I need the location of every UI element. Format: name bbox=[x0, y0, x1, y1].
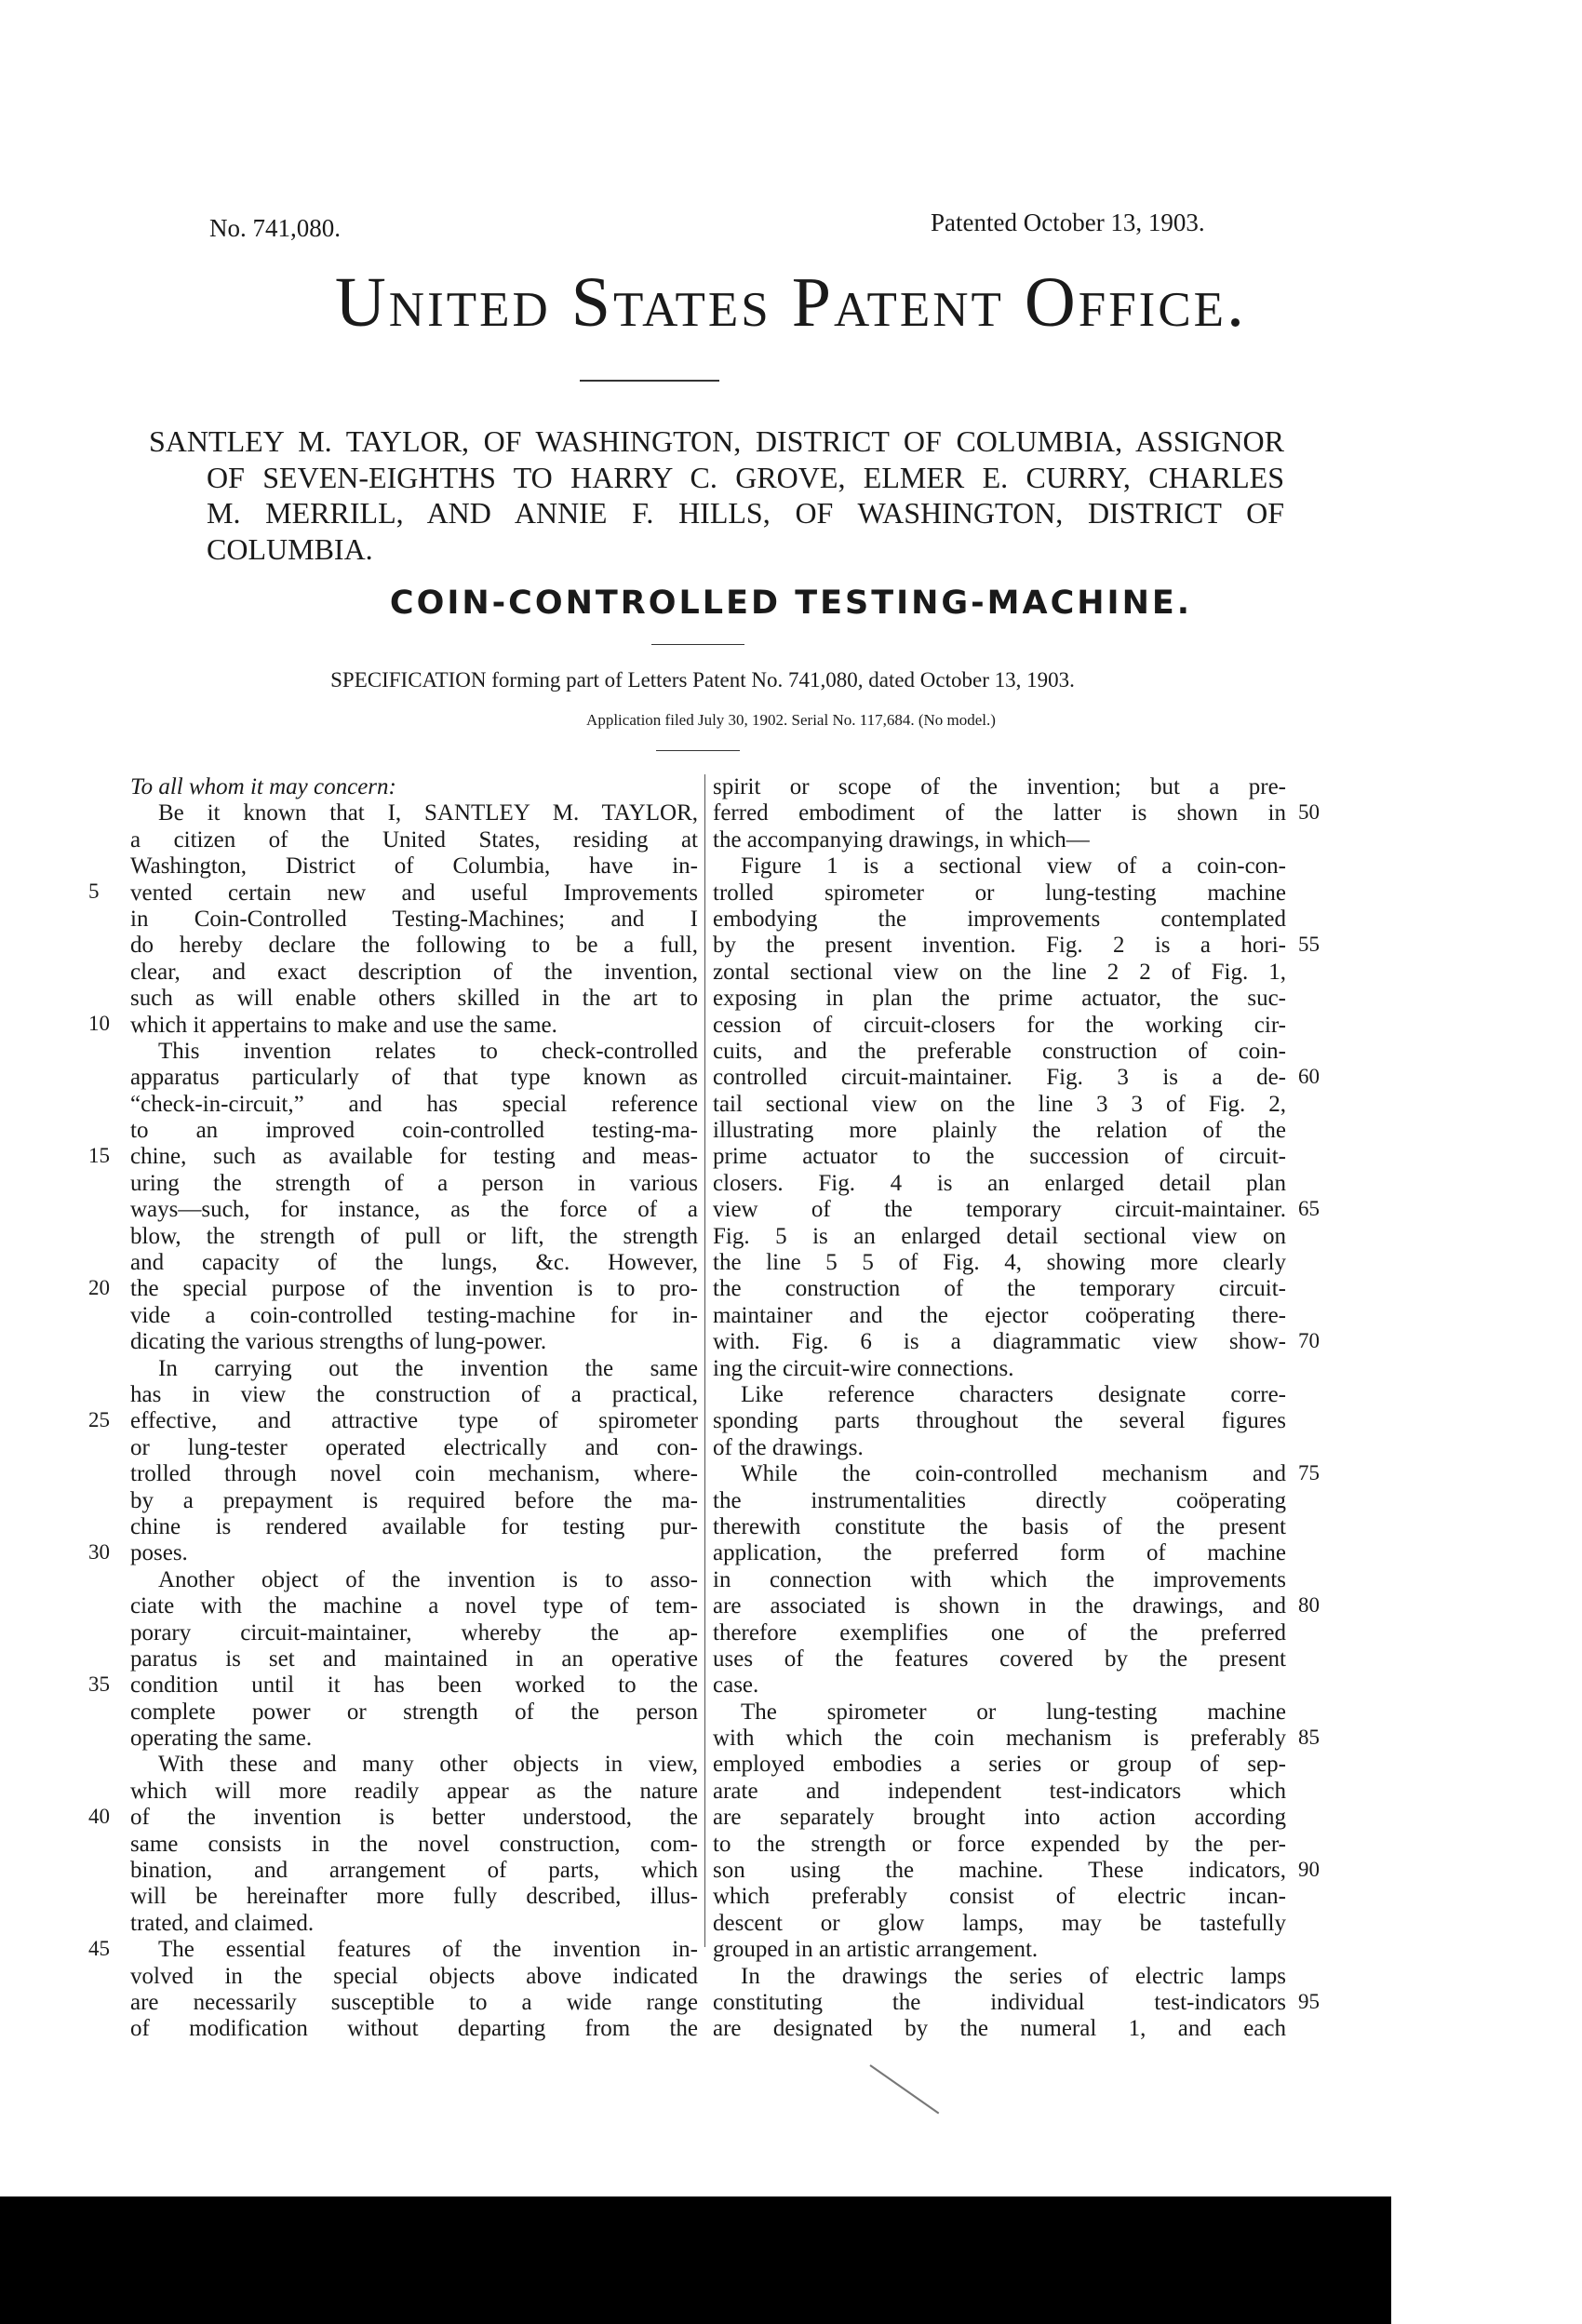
text-line: prime actuator to the succession of circuit- bbox=[713, 1144, 1286, 1170]
patent-date: Patented October 13, 1903. bbox=[931, 208, 1205, 236]
office-heading: United States Patent Office. bbox=[334, 263, 1248, 342]
text-line: case. bbox=[713, 1672, 759, 1699]
text-line: While the coin-controlled mechanism and bbox=[741, 1461, 1286, 1487]
text-line: closers. Fig. 4 is an enlarged detail plan bbox=[713, 1170, 1286, 1196]
patent-number: No. 741,080. bbox=[209, 214, 341, 242]
text-line: will be hereinafter more fully described, illus- bbox=[130, 1884, 698, 1910]
line-number: 85 bbox=[1298, 1726, 1320, 1749]
text-line: condition until it has been worked to the bbox=[130, 1672, 698, 1699]
spec-rule bbox=[656, 750, 740, 751]
text-line: bination, and arrangement of parts, which bbox=[130, 1858, 698, 1884]
text-line: do hereby declare the following to be a full, bbox=[130, 933, 698, 959]
text-line: which will more readily appear as the nature bbox=[130, 1778, 698, 1804]
text-line: With these and many other objects in view, bbox=[158, 1752, 698, 1778]
text-line: “check-in-circuit,” and has special reference bbox=[130, 1091, 698, 1117]
line-number: 35 bbox=[88, 1672, 110, 1696]
text-line: and capacity of the lungs, &c. However, bbox=[130, 1250, 698, 1276]
specification-line: SPECIFICATION forming part of Letters Patent No. 741,080, dated October 13, 1903. bbox=[330, 668, 1075, 692]
line-number: 50 bbox=[1298, 800, 1320, 824]
text-line: are separately brought into action according bbox=[713, 1805, 1286, 1831]
text-line: To all whom it may concern: bbox=[130, 774, 396, 799]
text-line: which preferably consist of electric incan- bbox=[713, 1884, 1286, 1910]
text-line: uses of the features covered by the present bbox=[713, 1646, 1286, 1672]
line-number: 40 bbox=[88, 1805, 110, 1828]
text-line: In carrying out the invention the same bbox=[158, 1355, 698, 1381]
line-number: 5 bbox=[88, 880, 100, 903]
text-line: chine, such as available for testing and meas- bbox=[130, 1144, 698, 1170]
text-line: exposing in plan the prime actuator, the suc- bbox=[713, 986, 1286, 1012]
text-line: application, the preferred form of machine bbox=[713, 1540, 1286, 1566]
text-line: Be it known that I, SANTLEY M. TAYLOR, bbox=[158, 800, 698, 826]
text-line: or lung-tester operated electrically and con- bbox=[130, 1434, 698, 1460]
text-line: illustrating more plainly the relation of the bbox=[713, 1118, 1286, 1144]
line-number: 90 bbox=[1298, 1858, 1320, 1881]
text-line: to an improved coin-controlled testing-ma- bbox=[130, 1118, 698, 1144]
parties-line: M. MERRILL, AND ANNIE F. HILLS, OF WASHINGTON, DISTRICT OF bbox=[207, 496, 1284, 530]
text-line: therefore exemplifies one of the preferred bbox=[713, 1619, 1286, 1646]
text-line: descent or glow lamps, may be tastefully bbox=[713, 1910, 1286, 1936]
line-number: 60 bbox=[1298, 1065, 1320, 1088]
text-line: the special purpose of the invention is to pro- bbox=[130, 1276, 698, 1302]
text-line: cession of circuit-closers for the working cir- bbox=[713, 1012, 1286, 1038]
text-line: Fig. 5 is an enlarged detail sectional view on bbox=[713, 1223, 1286, 1249]
text-line: sponding parts throughout the several figures bbox=[713, 1408, 1286, 1434]
text-line: apparatus particularly of that type known as bbox=[130, 1065, 698, 1091]
scan-border-bar bbox=[0, 2196, 1391, 2324]
invention-rule bbox=[651, 644, 744, 645]
text-line: in Coin-Controlled Testing-Machines; and I bbox=[130, 906, 698, 932]
text-line: maintainer and the ejector coöperating there- bbox=[713, 1302, 1286, 1328]
text-line: the construction of the temporary circuit- bbox=[713, 1276, 1286, 1302]
text-line: embodying the improvements contemplated bbox=[713, 906, 1286, 932]
text-line: of the invention is better understood, the bbox=[130, 1805, 698, 1831]
text-line: spirit or scope of the invention; but a pre- bbox=[713, 774, 1286, 799]
text-line: Figure 1 is a sectional view of a coin-con- bbox=[741, 853, 1286, 880]
line-number: 20 bbox=[88, 1276, 110, 1299]
text-line: therewith constitute the basis of the present bbox=[713, 1513, 1286, 1539]
text-line: clear, and exact description of the invention, bbox=[130, 959, 698, 985]
text-line: to the strength or force expended by the per- bbox=[713, 1831, 1286, 1857]
text-line: grouped in an artistic arrangement. bbox=[713, 1937, 1039, 1963]
application-line: Application filed July 30, 1902. Serial No. 117,684. (No model.) bbox=[586, 711, 996, 729]
right-column bbox=[713, 774, 1286, 2043]
text-line: ways—such, for instance, as the force of a bbox=[130, 1197, 698, 1223]
text-line: chine is rendered available for testing pur- bbox=[130, 1513, 698, 1539]
text-line: same consists in the novel construction, com- bbox=[130, 1831, 698, 1857]
invention-title: COIN-CONTROLLED TESTING-MACHINE. bbox=[389, 584, 1193, 622]
text-line: In the drawings the series of electric lamps bbox=[741, 1963, 1286, 1989]
text-line: are associated is shown in the drawings, and bbox=[713, 1593, 1286, 1619]
text-line: the instrumentalities directly coöperating bbox=[713, 1487, 1286, 1513]
text-line: with which the coin mechanism is preferably bbox=[713, 1726, 1286, 1752]
parties-block bbox=[149, 423, 1284, 567]
text-line: of modification without departing from the bbox=[130, 2016, 698, 2042]
text-line: are designated by the numeral 1, and each bbox=[713, 2016, 1286, 2042]
text-line: vented certain new and useful Improvements bbox=[130, 880, 698, 906]
text-line: the accompanying drawings, in which— bbox=[713, 826, 1090, 853]
text-line: the line 5 5 of Fig. 4, showing more clearly bbox=[713, 1250, 1286, 1276]
text-line: paratus is set and maintained in an operative bbox=[130, 1646, 698, 1672]
text-line: Like reference characters designate corre- bbox=[741, 1381, 1286, 1407]
text-line: The essential features of the invention in- bbox=[158, 1937, 698, 1963]
text-line: view of the temporary circuit-maintainer. bbox=[713, 1197, 1286, 1223]
text-line: trolled through novel coin mechanism, where- bbox=[130, 1461, 698, 1487]
text-line: poses. bbox=[130, 1540, 188, 1566]
text-line: Washington, District of Columbia, have in- bbox=[130, 853, 698, 880]
line-number: 70 bbox=[1298, 1329, 1320, 1352]
parties-line: COLUMBIA. bbox=[207, 531, 373, 566]
text-line: trated, and claimed. bbox=[130, 1910, 315, 1936]
text-line: tail sectional view on the line 3 3 of Fig. 2, bbox=[713, 1091, 1286, 1117]
text-line: a citizen of the United States, residing at bbox=[130, 826, 698, 853]
text-line: son using the machine. These indicators, bbox=[713, 1858, 1286, 1884]
text-line: which it appertains to make and use the same. bbox=[130, 1012, 557, 1038]
text-line: vide a coin-controlled testing-machine for in- bbox=[130, 1302, 698, 1328]
text-line: zontal sectional view on the line 2 2 of Fig. 1, bbox=[713, 959, 1286, 985]
text-line: operating the same. bbox=[130, 1726, 313, 1752]
text-line: by the present invention. Fig. 2 is a hori- bbox=[713, 933, 1286, 959]
text-line: ciate with the machine a novel type of tem- bbox=[130, 1593, 698, 1619]
line-number: 75 bbox=[1298, 1461, 1320, 1484]
left-column bbox=[130, 774, 698, 2043]
text-line: in connection with which the improvements bbox=[713, 1566, 1286, 1592]
text-line: constituting the individual test-indicators bbox=[713, 1989, 1286, 2015]
line-number: 55 bbox=[1298, 933, 1320, 956]
text-line: complete power or strength of the person bbox=[130, 1699, 698, 1725]
text-line: of the drawings. bbox=[713, 1434, 864, 1460]
line-number: 30 bbox=[88, 1540, 110, 1564]
text-line: The spirometer or lung-testing machine bbox=[741, 1699, 1286, 1725]
line-number: 95 bbox=[1298, 1990, 1320, 2013]
text-line: Another object of the invention is to asso- bbox=[158, 1566, 698, 1592]
text-line: trolled spirometer or lung-testing machine bbox=[713, 880, 1286, 906]
text-line: are necessarily susceptible to a wide range bbox=[130, 1989, 698, 2015]
line-number: 80 bbox=[1298, 1593, 1320, 1617]
text-line: blow, the strength of pull or lift, the strength bbox=[130, 1223, 698, 1249]
line-number: 65 bbox=[1298, 1197, 1320, 1220]
title-rule bbox=[580, 380, 719, 382]
text-line: has in view the construction of a practical, bbox=[130, 1381, 698, 1407]
line-number: 25 bbox=[88, 1408, 110, 1431]
text-line: by a prepayment is required before the ma- bbox=[130, 1487, 698, 1513]
text-line: employed embodies a series or group of sep- bbox=[713, 1752, 1286, 1778]
text-line: ferred embodiment of the latter is shown in bbox=[713, 800, 1286, 826]
line-number: 10 bbox=[88, 1012, 110, 1035]
text-line: volved in the special objects above indicated bbox=[130, 1963, 698, 1989]
parties-line: OF SEVEN-EIGHTHS TO HARRY C. GROVE, ELMER E. CURRY, CHARLES bbox=[207, 460, 1284, 494]
column-divider bbox=[704, 774, 705, 1947]
text-line: This invention relates to check-controlled bbox=[158, 1038, 698, 1064]
text-line: such as will enable others skilled in the art to bbox=[130, 986, 698, 1012]
text-line: controlled circuit-maintainer. Fig. 3 is a de- bbox=[713, 1065, 1286, 1091]
text-line: with. Fig. 6 is a diagrammatic view show- bbox=[713, 1329, 1286, 1355]
text-line: effective, and attractive type of spirometer bbox=[130, 1408, 698, 1434]
line-number: 15 bbox=[88, 1144, 110, 1167]
text-line: cuits, and the preferable construction of coin- bbox=[713, 1038, 1286, 1064]
text-line: uring the strength of a person in various bbox=[130, 1170, 698, 1196]
text-line: arate and independent test-indicators which bbox=[713, 1778, 1286, 1804]
parties-line: SANTLEY M. TAYLOR, OF WASHINGTON, DISTRICT OF COLUMBIA, ASSIGNOR bbox=[149, 424, 1284, 458]
text-line: ing the circuit-wire connections. bbox=[713, 1355, 1014, 1381]
line-number: 45 bbox=[88, 1937, 110, 1960]
text-line: porary circuit-maintainer, whereby the ap- bbox=[130, 1619, 698, 1646]
scan-artifact bbox=[869, 2064, 939, 2114]
text-line: dicating the various strengths of lung-power. bbox=[130, 1329, 547, 1355]
